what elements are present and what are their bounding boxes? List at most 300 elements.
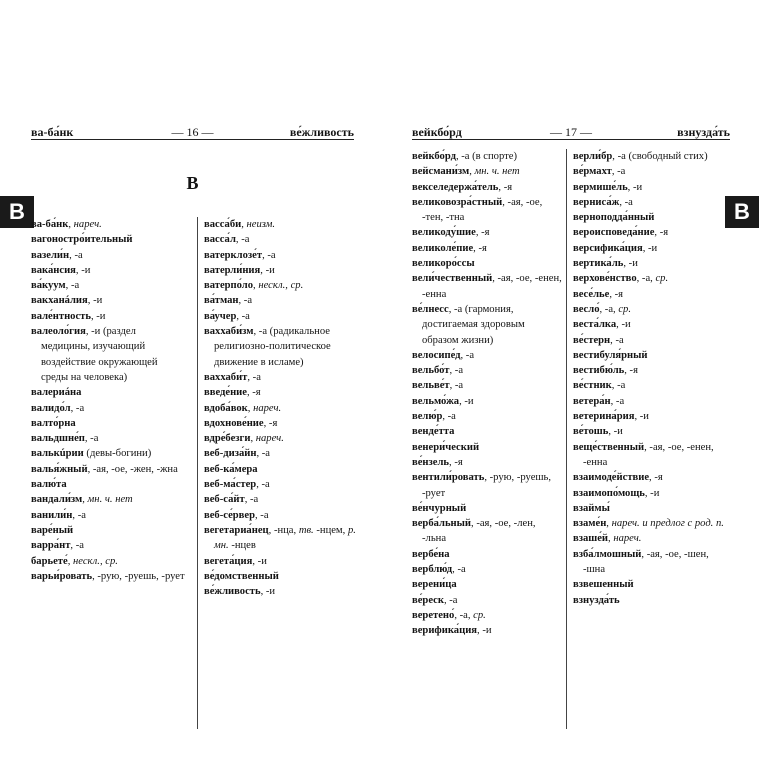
entry-text: , [606,518,612,530]
headword: великоду́шие [412,227,476,239]
entry-text: , -а [70,402,85,414]
headword: вертика́ль [573,258,624,270]
entry-text: , -я [475,227,490,239]
headword: веста́лка [573,319,617,331]
entry-text: , -и [87,295,103,307]
entry-text: , [253,280,259,292]
dictionary-entry [573,531,729,546]
dictionary-entry [31,232,187,247]
grammar-note: ср. [473,609,486,621]
headword: варе́ный [31,524,74,536]
headword: вдохнове́ние [204,417,264,429]
entry-text: , -а [256,448,271,460]
dictionary-entry [31,554,187,569]
headword: ве́рмахт [573,166,612,178]
headword: валькúрии [31,448,84,460]
headword: валья́жный [31,463,88,475]
headword: вакханáлия [31,295,88,307]
headword: валериáна [31,387,82,399]
entry-text: , -а [443,594,458,606]
headword: велосипе́д [412,349,461,361]
entry-text: , [469,166,475,178]
headword: введе́ние [204,387,247,399]
entry-text: , -а [262,249,276,261]
entry-text: , -я [473,242,487,254]
headword: ве́стерн [573,334,611,346]
dictionary-entry [412,394,562,409]
headword: вака́нсия [31,264,76,276]
entry-column [31,217,187,584]
headword: вазели́н [31,249,70,261]
headword: веб-са́йт [204,494,245,506]
headword: верени́ца [412,579,457,591]
dictionary-entry [204,309,356,324]
headword: вегетариа́нец [204,524,269,536]
dictionary-entry [412,608,562,623]
entry-text: , -а [611,380,626,392]
entry-text: , -и [252,555,267,567]
dictionary-entry [573,241,729,256]
headword: версифика́ция [573,242,643,254]
grammar-note: ср. [655,273,669,285]
entry-text: , [82,494,88,506]
entry-text: , [247,402,254,414]
headword: взаимоде́йствие [573,472,650,484]
headword: ветерина́рия [573,411,635,423]
entry-text: , -а [69,249,83,261]
headword: вагоностро́ительный [31,234,133,246]
dictionary-entry [412,424,562,439]
dictionary-entry [204,217,356,232]
entry-text: , -а [611,166,626,178]
headword: великоле́пие [412,242,474,254]
dictionary-entry [573,363,729,378]
first-headword: вейкбо́рд [412,125,462,139]
section-tab-left: В [0,196,34,228]
headword: велю́р [412,411,443,423]
headword: ве́стник [573,380,612,392]
entry-text: , -я [624,365,638,377]
headword: ва́тман [204,295,239,307]
dictionary-entry [573,271,729,286]
entry-text: , -я [498,181,513,193]
entry-text: , -и [642,242,658,254]
entry-text: , -а [256,479,270,491]
headword: веб-ма́стер [204,479,257,491]
dictionary-entry [573,424,729,439]
dictionary-entry [204,584,356,599]
running-head [31,125,354,140]
entry-text: , -а [247,371,261,383]
dictionary-entry [412,180,562,195]
headword: вербе́на [412,548,450,560]
dictionary-entry [412,470,562,501]
entry-text: , -а [255,509,269,521]
entry-text: , [608,533,614,545]
headword: верли́бр [573,151,613,162]
dictionary-entry [573,195,729,210]
entry-text: , [241,219,247,230]
headword: вальдшне́п [31,433,85,445]
dictionary-entry [204,508,356,523]
headword: варра́нт [31,540,71,552]
entry-column [412,149,562,639]
entry-text: , -а [619,196,633,208]
dictionary-entry [573,547,729,578]
entry-column [204,217,356,599]
entry-text: , -а [449,365,464,377]
headword: взаме́н [573,518,607,530]
headword: вдоба́вок [204,402,248,414]
headword: вестибю́ль [573,365,625,377]
dictionary-entry [412,516,562,547]
headword: васса́л [204,234,236,246]
headword: вдре́безги [204,433,251,445]
entry-text: , -а, [454,609,474,621]
dictionary-entry [204,278,356,293]
headword: веретено́ [412,609,455,621]
headword: вейкбо́рд [412,151,456,162]
dictionary-entry [573,317,729,332]
headword: веб-диза́йн [204,448,257,460]
entry-text: , -а [72,509,86,521]
headword: ва-ба́нк [31,219,69,230]
dictionary-entry [31,278,187,293]
dictionary-entry [204,431,356,446]
headword: вандали́зм [31,494,83,506]
right-page [412,125,730,637]
headword: ве́нзель [412,456,450,468]
headword: ва́куум [31,280,66,292]
dictionary-entry [204,401,356,416]
headword: взаимопо́мощь [573,487,645,499]
entry-text: -нцем, [313,524,348,536]
entry-text: , -и [623,258,638,270]
entry-text: , -и [260,586,276,598]
grammar-note: нескл., ср. [73,555,118,567]
dictionary-entry [573,501,729,516]
headword: васса́би [204,219,242,230]
headword: вестибуля́рный [573,349,648,361]
entry-text: , -я [246,387,261,399]
headword: ватерпо́ло [204,280,254,292]
dictionary-entry [573,256,729,271]
grammar-note: мн. ч. нет [87,494,133,506]
entry-text: , -а [244,494,259,506]
dictionary-entry [204,263,356,278]
headword: ве́нчурный [412,502,467,514]
entry-text: , -рую, -руешь, -рует [92,570,185,582]
entry-text: , -а [610,395,625,407]
dictionary-entry [573,378,729,393]
entry-text: , -ая, -ое, -лен, -льна [422,518,536,545]
dictionary-entry [573,516,729,531]
dictionary-entry [412,256,562,271]
headword: вельмо́жа [412,395,460,407]
entry-text: , -а [460,349,475,361]
entry-text: , -а [84,433,99,445]
entry-text: , -а [452,564,466,576]
headword: вельве́т [412,380,450,392]
entry-text: , -рую, -руешь, -рует [422,472,552,499]
dictionary-entry [31,569,187,584]
entry-text: , -и [75,264,91,276]
headword: взвешенный [573,579,634,591]
dictionary-entry [412,225,562,240]
entry-text: , -а (радикальное религиозно-политическое движение в исламе) [214,326,331,368]
dictionary-entry [412,409,562,424]
entry-text: , -ая, -ое, -жен, -жна [87,463,178,475]
dictionary-entry [204,248,356,263]
letter-heading: В [186,173,199,193]
entry-text: , [250,433,256,445]
headword: взба́лмошный [573,548,642,560]
headword: вейсмани́зм [412,166,470,178]
headword: ве́тошь [573,426,609,438]
dictionary-entry [573,164,729,179]
dictionary-entry [204,416,356,431]
dictionary-entry [31,324,187,385]
grammar-note: нареч. [613,533,642,545]
dictionary-entry [412,577,562,592]
headword: ваххаби́т [204,371,248,383]
dictionary-entry [412,455,562,470]
headword: взаше́й [573,533,609,545]
dictionary-entry [573,180,729,195]
grammar-note: ср. [618,303,631,315]
dictionary-entry [412,363,562,378]
dictionary-entry [204,523,356,554]
entry-text: , -а [65,280,80,292]
headword: верниса́ж [573,196,620,208]
headword: верба́льный [412,518,472,530]
dictionary-entry [412,440,562,455]
dictionary-entry [204,462,356,477]
entry-text: , -нца, [268,524,299,536]
dictionary-entry [573,225,729,240]
dictionary-entry [31,416,187,431]
grammar-note: нареч. [73,219,102,230]
headword: веб-ка́мера [204,463,258,475]
dictionary-entry [573,210,729,225]
page-number: — 17 — [550,125,592,139]
dictionary-entry [573,302,729,317]
dictionary-entry [31,492,187,507]
entry-text: , -и [459,395,474,407]
page-number: — 16 — [171,125,214,139]
dictionary-entry [573,409,729,424]
entry-text: , -и [616,319,631,331]
dictionary-entry [204,293,356,308]
dictionary-entry [204,370,356,385]
entry-text: , -и [644,487,660,499]
entry-text: , -а, [599,303,619,315]
entry-text: (девы-богини) [83,448,152,460]
headword: барьете́ [31,555,68,567]
entry-text: , -а [236,310,250,322]
headword: валидо́л [31,402,71,414]
grammar-note: нареч. и предлог с род. п. [611,518,724,530]
grammar-note: р. мн. [214,524,356,552]
dictionary-entry [573,394,729,409]
running-head [412,125,730,140]
entry-text: , [68,219,74,230]
entry-text: -нцев [228,540,256,552]
dictionary-entry [204,554,356,569]
entry-column [573,149,729,608]
dictionary-entry [31,446,187,461]
dictionary-entry [412,164,562,179]
grammar-note: нескл., ср. [258,280,304,292]
entry-text: , -ая, -ое, -енен, -енна [422,273,562,300]
dictionary-entry [412,241,562,256]
headword: ванили́н [31,509,73,521]
dictionary-entry [412,593,562,608]
headword: великоро́ссы [412,258,475,270]
headword: вельбо́т [412,365,450,377]
entry-text: , -и [477,625,492,637]
dictionary-entry [412,348,562,363]
dictionary-entry [31,401,187,416]
dictionary-entry [31,217,187,232]
dictionary-entry [573,287,729,302]
headword: вермише́ль [573,181,628,193]
dictionary-entry [31,309,187,324]
headword: верноподда́нный [573,212,655,224]
dictionary-entry [204,492,356,507]
dictionary-entry [412,302,562,348]
dictionary-entry [573,348,729,363]
entry-text: , -и [634,411,649,423]
headword: веще́ственный [573,441,645,453]
dictionary-entry [412,271,562,302]
grammar-note: нареч. [255,433,284,445]
entry-text: , -а, [636,273,656,285]
grammar-note: нареч. [253,402,282,414]
entry-text: , -а (свободный стих) [612,151,708,162]
headword: вегета́ция [204,555,253,567]
headword: ве́реск [412,594,444,606]
headword: взнузда́ть [573,594,620,606]
headword: великовозра́стный [412,196,503,208]
dictionary-entry [412,501,562,516]
headword: ватерли́ния [204,264,261,276]
grammar-note: мн. ч. нет [474,166,520,178]
entry-text: , -а [238,295,253,307]
dictionary-entry [31,523,187,538]
entry-text: , -ая, -ое, -шен, -шна [583,548,709,576]
entry-text: , -и [260,264,275,276]
dictionary-entry [31,248,187,263]
headword: векселедержа́тель [412,181,499,193]
dictionary-entry [412,623,562,638]
headword: валю́та [31,479,67,491]
headword: вели́чественный [412,273,493,285]
entry-text: , -и [90,310,106,322]
entry-text: , -а [70,540,84,552]
entry-text: , -ая, -ое, -тен, -тна [422,196,543,224]
last-headword: взнузда́ть [677,125,730,139]
grammar-note: тв. [298,524,314,536]
headword: весло́ [573,303,600,315]
headword: ваххаби́зм [204,326,254,338]
headword: валеоло́гия [31,326,86,338]
dictionary-entry [573,149,729,164]
entry-text: , -я [609,288,624,300]
entry-text: , -а (в спорте) [455,151,517,162]
dictionary-entry [31,431,187,446]
dictionary-entry [573,470,729,485]
headword: варьи́ровать [31,570,93,582]
dictionary-entry [31,538,187,553]
dictionary-entry [573,593,729,608]
left-page [31,125,356,598]
column-divider [566,149,567,729]
entry-text: , -и [627,181,643,193]
headword: верифика́ция [412,625,478,637]
headword: венери́ческий [412,441,480,453]
dictionary-entry [412,149,562,164]
headword: вентили́ровать [412,472,485,484]
grammar-note: неизм. [246,219,276,230]
dictionary-entry [204,569,356,584]
headword: ва́учер [204,310,237,322]
entry-text: , -я [449,456,463,468]
column-divider [197,217,198,729]
dictionary-entry [573,577,729,592]
headword: вероисповеда́ние [573,227,655,239]
headword: валто́рна [31,417,76,429]
dictionary-entry [204,477,356,492]
dictionary-entry [573,486,729,501]
dictionary-entry [31,293,187,308]
headword: взаймы́ [573,502,610,514]
entry-text: , -и [608,426,623,438]
entry-text: , -я [263,417,278,429]
last-headword: ве́жливость [289,125,354,139]
dictionary-entry [573,440,729,471]
entry-text: , -а [610,334,624,346]
entry-text: , -а [442,411,456,423]
section-tab-right: В [725,196,759,228]
headword: ватерклозе́т [204,249,263,261]
dictionary-entry [412,562,562,577]
dictionary-entry [31,462,187,477]
entry-text: , [67,555,73,567]
headword: веб-се́рвер [204,509,255,521]
entry-text: , -и (раздел медицины, изучающий воздействие окружающей среды на человека) [41,326,158,383]
entry-text: , -ая, -ое, -енен, -енна [583,441,714,468]
entry-text: , -а (гармония, достигаемая здоровым образом жизни) [422,303,525,346]
headword: венде́тта [412,426,455,438]
dictionary-entry [204,232,356,247]
headword: ветера́н [573,395,611,407]
dictionary-entry [412,547,562,562]
dictionary-entry [204,385,356,400]
headword: верблю́д [412,564,453,576]
dictionary-entry [573,333,729,348]
headword: ве́жливость [204,586,261,598]
headword: вале́нтность [31,310,91,322]
headword: ве́домственный [204,570,279,582]
dictionary-entry [412,195,562,226]
dictionary-entry [204,324,356,370]
first-headword: ва-ба́нк [31,125,74,139]
dictionary-entry [204,446,356,461]
dictionary-entry [31,385,187,400]
dictionary-entry [31,263,187,278]
entry-text: , -я [649,472,663,484]
